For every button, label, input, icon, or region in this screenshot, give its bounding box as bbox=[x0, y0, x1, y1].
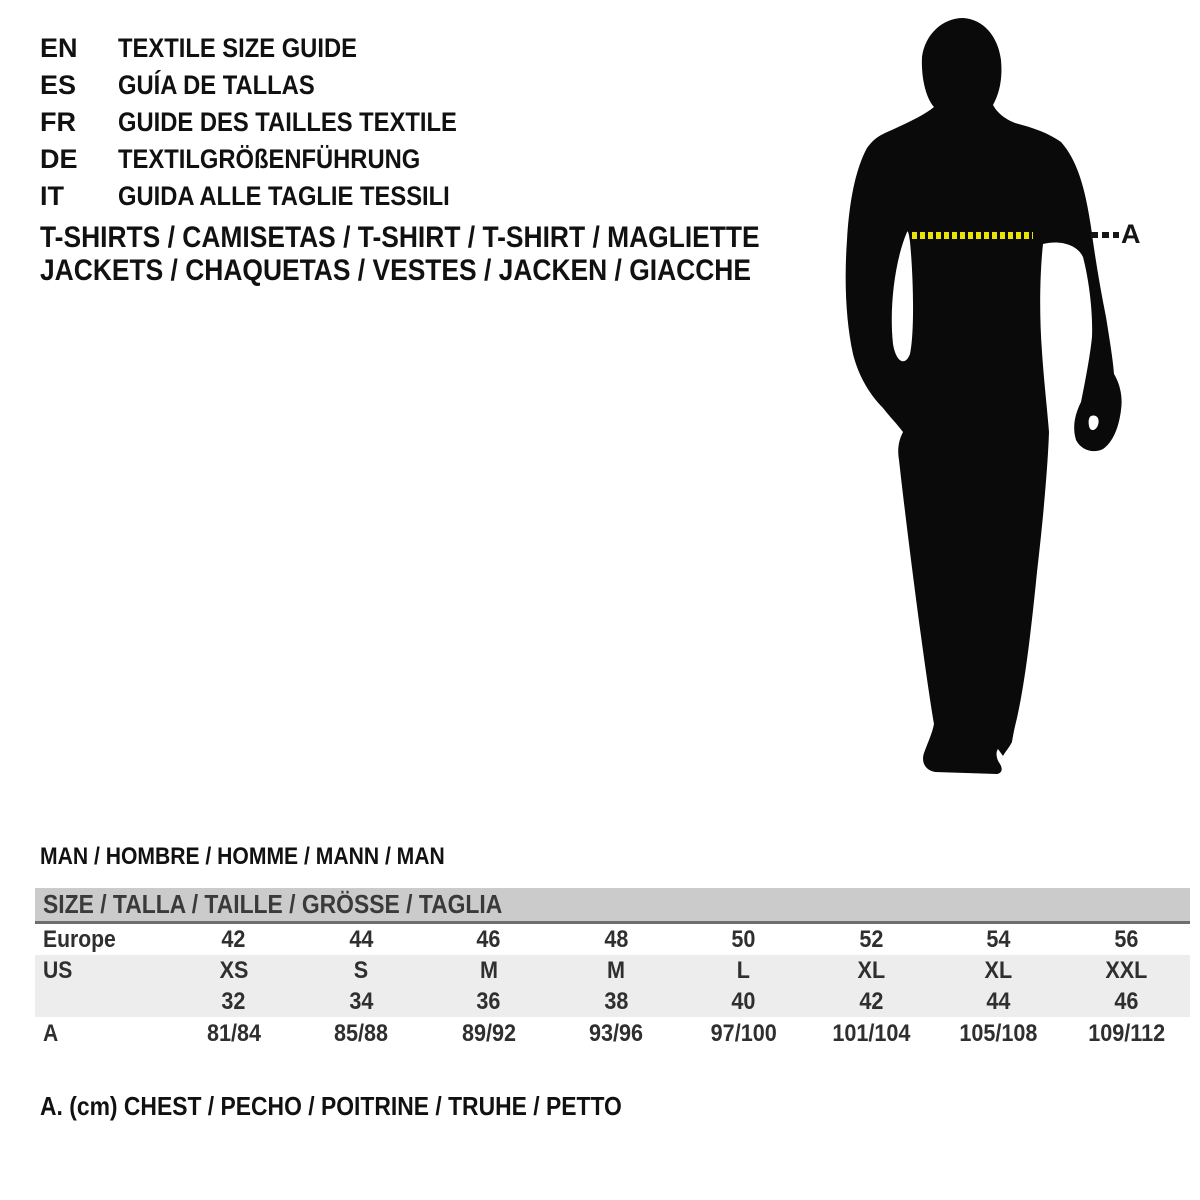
table-cell: 44 bbox=[986, 987, 1011, 1015]
marker-a-dash-line bbox=[1091, 232, 1119, 238]
table-row-numeric bbox=[35, 986, 1190, 1017]
table-cell: 38 bbox=[604, 987, 629, 1015]
table-cell: M bbox=[607, 956, 626, 984]
chest-footnote: A. (cm) CHEST / PECHO / POITRINE / TRUHE / PETTO bbox=[40, 1091, 622, 1121]
table-cell: 48 bbox=[604, 925, 629, 953]
table-cell: S bbox=[354, 956, 369, 984]
product-categories bbox=[40, 221, 858, 287]
language-label: TEXTILE SIZE GUIDE bbox=[118, 33, 357, 63]
size-table-header: SIZE / TALLA / TAILLE / GRÖSSE / TAGLIA bbox=[35, 888, 1190, 921]
table-row-europe bbox=[35, 924, 1190, 955]
marker-a-label: A bbox=[1121, 219, 1141, 249]
table-cell: 46 bbox=[1114, 987, 1139, 1015]
language-row-en bbox=[40, 30, 503, 67]
language-label: GUIDE DES TAILLES TEXTILE bbox=[118, 107, 457, 137]
product-line-jackets: JACKETS / CHAQUETAS / VESTES / JACKEN / GIACCHE bbox=[40, 254, 751, 287]
table-cell: M bbox=[479, 956, 498, 984]
table-cell: 42 bbox=[221, 925, 246, 953]
table-cell: 46 bbox=[476, 925, 501, 953]
language-row-es bbox=[40, 67, 503, 104]
language-row-de bbox=[40, 141, 503, 178]
language-row-it bbox=[40, 178, 503, 215]
language-label: TEXTILGRÖßENFÜHRUNG bbox=[118, 144, 421, 174]
table-cell: XS bbox=[219, 956, 249, 984]
table-cell: XXL bbox=[1105, 956, 1148, 984]
product-line-tshirts: T-SHIRTS / CAMISETAS / T-SHIRT / T-SHIRT / MAGLIETTE bbox=[40, 221, 760, 254]
table-row-us bbox=[35, 955, 1190, 986]
table-cell: 36 bbox=[476, 987, 501, 1015]
table-cell: 101/104 bbox=[832, 1020, 911, 1047]
table-row-chest-a bbox=[35, 1017, 1190, 1051]
chest-measure-dotted-line bbox=[912, 232, 1033, 239]
table-cell: 105/108 bbox=[959, 1020, 1038, 1047]
table-cell: 85/88 bbox=[334, 1020, 389, 1047]
table-cell: 32 bbox=[221, 987, 246, 1015]
table-cell: XL bbox=[984, 956, 1013, 984]
row-label: A bbox=[43, 1020, 59, 1047]
table-cell: 81/84 bbox=[206, 1020, 261, 1047]
table-cell: 44 bbox=[349, 925, 374, 953]
language-label: GUIDA ALLE TAGLIE TESSILI bbox=[118, 181, 450, 211]
row-label: Europe bbox=[43, 925, 116, 953]
language-code: IT bbox=[40, 181, 64, 211]
table-cell: 34 bbox=[349, 987, 374, 1015]
language-code: EN bbox=[40, 33, 78, 63]
table-cell: 40 bbox=[731, 987, 756, 1015]
man-silhouette-icon bbox=[845, 12, 1145, 787]
row-label: US bbox=[43, 956, 73, 984]
man-silhouette-figure bbox=[845, 12, 1145, 787]
table-cell: 50 bbox=[731, 925, 756, 953]
row-label bbox=[35, 988, 170, 1016]
language-code: ES bbox=[40, 70, 77, 100]
language-code: DE bbox=[40, 144, 78, 174]
language-label: GUÍA DE TALLAS bbox=[118, 70, 315, 100]
table-cell: 97/100 bbox=[710, 1020, 777, 1047]
section-heading-man: MAN / HOMBRE / HOMME / MANN / MAN bbox=[40, 843, 445, 870]
language-legend bbox=[40, 30, 503, 215]
size-table bbox=[35, 888, 1190, 1051]
table-cell: XL bbox=[857, 956, 886, 984]
table-cell: 54 bbox=[986, 925, 1011, 953]
language-code: FR bbox=[40, 107, 76, 137]
table-cell: 93/96 bbox=[589, 1020, 644, 1047]
table-cell: L bbox=[737, 956, 751, 984]
table-cell: 42 bbox=[859, 987, 884, 1015]
table-cell: 52 bbox=[859, 925, 884, 953]
table-cell: 56 bbox=[1114, 925, 1139, 953]
table-cell: 109/112 bbox=[1087, 1020, 1165, 1047]
language-row-fr bbox=[40, 104, 503, 141]
table-cell: 89/92 bbox=[461, 1020, 516, 1047]
